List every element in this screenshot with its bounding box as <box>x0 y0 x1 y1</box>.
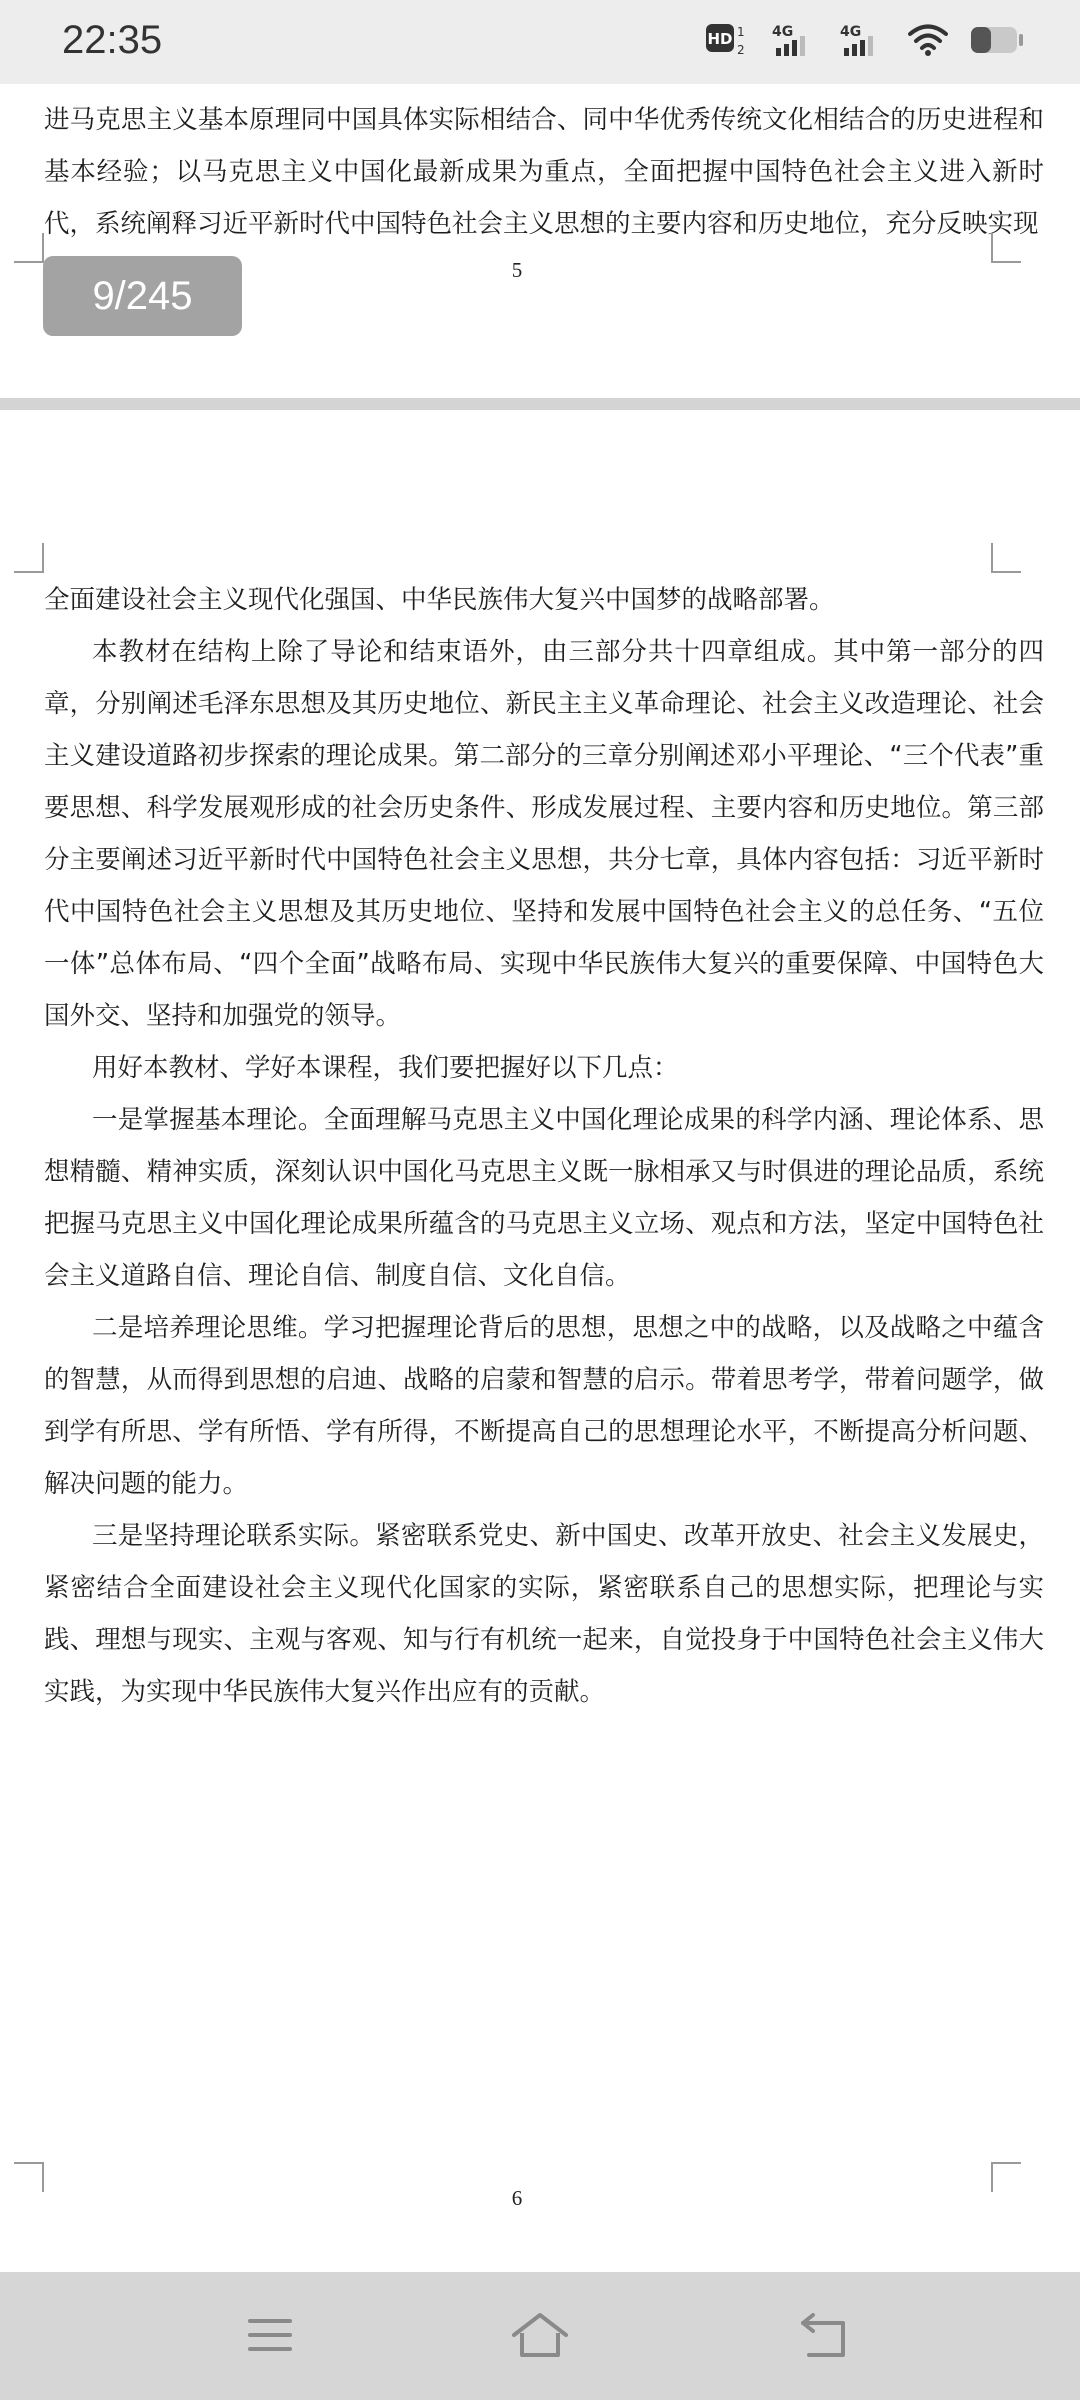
crop-mark <box>14 2162 44 2192</box>
paragraph: 全面建设社会主义现代化强国、中华民族伟大复兴中国梦的战略部署。 <box>44 585 835 615</box>
hd-voice-icon <box>706 22 750 58</box>
hd-sub-bottom: 2 <box>737 43 745 57</box>
signal-4g-icon <box>840 22 886 58</box>
back-icon <box>799 2311 851 2363</box>
hd-sub-top: 1 <box>737 25 745 39</box>
navigation-bar <box>0 2272 1080 2400</box>
paragraph: 二是培养理论思维。学习把握理论背后的思想，思想之中的战略，以及战略之中蕴含的智慧，从而得到思想的启迪、战略的启蒙和智慧的启示。带着思考学，带着问题学，做到学有所思、学有所悟、学有所得，不断提高自己的思想理论水平，不断提高分析问题、解决问题的能力。 <box>44 1313 1044 1499</box>
sim1-label: 4G <box>772 24 794 40</box>
current-page-text <box>44 574 1044 1718</box>
previous-page-text <box>44 94 1044 250</box>
page-counter-badge: 9/245 <box>43 256 242 336</box>
paragraph: 三是坚持理论联系实际。紧密联系党史、新中国史、改革开放史、社会主义发展史，紧密结合全面建设社会主义现代化国家的实际，紧密联系自己的思想实际，把理论与实践、理想与现实、主观与客观、知与行有机统一起来，自觉投身于中国特色社会主义伟大实践，为实现中华民族伟大复兴作出应有的贡献。 <box>44 1521 1044 1707</box>
signal-4g-icon <box>772 22 818 58</box>
status-time: 22:35 <box>62 18 163 62</box>
battery-icon <box>970 25 1024 55</box>
paragraph: 用好本教材、学好本课程，我们要把握好以下几点： <box>92 1053 679 1083</box>
previous-page[interactable] <box>0 84 1080 398</box>
crop-mark <box>14 543 44 573</box>
back-button[interactable] <box>790 2302 860 2372</box>
menu-icon <box>246 2315 294 2359</box>
hd-label: HD <box>707 30 733 48</box>
crop-mark <box>991 2162 1021 2192</box>
home-button[interactable] <box>505 2302 575 2372</box>
status-bar <box>0 0 1080 84</box>
wifi-icon <box>908 23 948 57</box>
page-separator <box>0 398 1080 410</box>
menu-button[interactable] <box>235 2302 305 2372</box>
page-number: 5 <box>511 258 523 282</box>
home-icon <box>510 2311 570 2363</box>
previous-page-paragraph: 进马克思主义基本原理同中国具体实际相结合、同中华优秀传统文化相结合的历史进程和基本经验；以马克思主义中国化最新成果为重点，全面把握中国特色社会主义进入新时代，系统阐释习近平新时代中国特色社会主义思想的主要内容和历史地位，充分反映实现 <box>44 105 1044 239</box>
paragraph: 本教材在结构上除了导论和结束语外，由三部分共十四章组成。其中第一部分的四章，分别阐述毛泽东思想及其历史地位、新民主主义革命理论、社会主义改造理论、社会主义建设道路初步探索的理论成果。第二部分的三章分别阐述邓小平理论、“三个代表”重要思想、科学发展观形成的社会历史条件、形成发展过程、主要内容和历史地位。第三部分主要阐述习近平新时代中国特色社会主义思想，共分七章，具体内容包括：习近平新时代中国特色社会主义思想及其历史地位、坚持和发展中国特色社会主义的总任务、“五位一体”总体布局、“四个全面”战略布局、实现中华民族伟大复兴的重要保障、中国特色大国外交、坚持和加强党的领导。 <box>44 637 1044 1031</box>
crop-mark <box>991 543 1021 573</box>
crop-mark <box>14 233 44 263</box>
current-page[interactable] <box>0 410 1080 2272</box>
crop-mark <box>991 233 1021 263</box>
paragraph: 一是掌握基本理论。全面理解马克思主义中国化理论成果的科学内涵、理论体系、思想精髓、精神实质，深刻认识中国化马克思主义既一脉相承又与时俱进的理论品质，系统把握马克思主义中国化理论成果所蕴含的马克思主义立场、观点和方法，坚定中国特色社会主义道路自信、理论自信、制度自信、文化自信。 <box>44 1105 1044 1291</box>
sim2-label: 4G <box>840 24 862 40</box>
page-number: 6 <box>511 2186 523 2210</box>
status-icons <box>706 22 1024 58</box>
